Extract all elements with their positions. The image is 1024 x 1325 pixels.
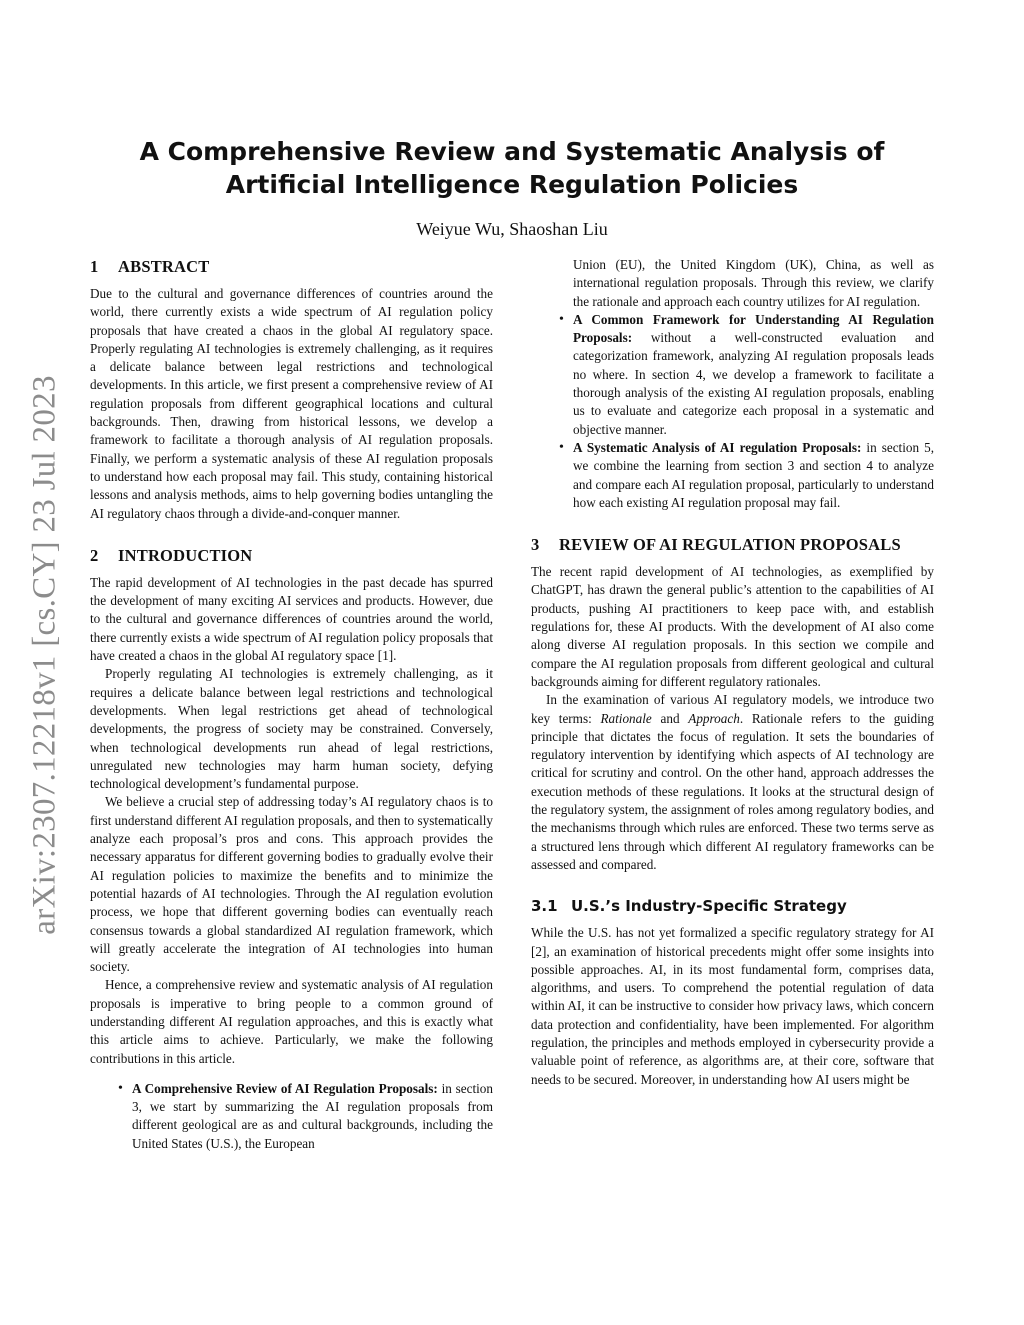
- contribution-title: A Comprehensive Review of AI Regulation Proposals:: [132, 1080, 438, 1096]
- abstract-text: Due to the cultural and governance differences of countries around the world, there currently exists a wide spectrum of AI regulation policy proposals that have created a chaos in the global AI regulatory space. Properly regulating AI technologies is extremely challenging, as it requires a delicate balance between legal restrictions and technological developments. In this article, we first present a comprehensive review of AI regulation proposals from different geographical locations and cultural backgrounds. Then, drawing from historical lessons, we develop a framework to facilitate a thorough analysis of AI regulation proposals. Finally, we perform a systematic analysis of these AI regulation proposals to understand how each proposal may fail. This study, containing historical lessons and analysis methods, aims to help governing bodies untangling the AI regulatory chaos through a divide-and-conquer manner.: [90, 286, 493, 521]
- us-strategy-heading: [531, 896, 934, 916]
- subsection-title: U.S.’s Industry-Specific Strategy: [571, 897, 847, 916]
- paper-title: A Comprehensive Review and Systematic Analysis of Artificial Intelligence Regulation Policies: [139, 137, 885, 199]
- paper-authors: Weiyue Wu, Shaoshan Liu: [416, 219, 608, 239]
- contribution-text: in section 5, we combine the learning from section 3 and section 4 to analyze and compare each AI regulation proposal, particularly to understand how each existing AI regulation proposal may fail.: [573, 439, 934, 510]
- intro-paragraph: Properly regulating AI technologies is extremely challenging, as it requires a delicate balance between legal restrictions and technological developments. When legal restrictions get ahead of technological developments, the progress of society may be constrained. Conversely, when technological developments run ahead of legal restrictions, unregulated new technologies may harm human society, defying technological development’s fundamental purpose.: [90, 666, 493, 792]
- contribution-text: in section 3, we start by summarizing the AI regulation proposals from different geological are as and cultural backgrounds, including the United States (U.S.), the European: [132, 1080, 493, 1151]
- contribution-continued-text: Union (EU), the United Kingdom (UK), China, as well as international regulation proposals. Through this review, we clarify the rationale and approach each country utilizes for AI regulation.: [573, 257, 934, 309]
- abstract-heading: [90, 256, 493, 278]
- contribution-item: [132, 1080, 493, 1153]
- section-number: 2: [90, 545, 99, 565]
- subsection-number: 3.1: [531, 897, 558, 916]
- right-column: [531, 256, 934, 1089]
- contributions-list-continued: [531, 311, 934, 512]
- intro-paragraph: The rapid development of AI technologies in the past decade has spurred the development of many exciting AI services and products. However, due to the cultural and governance differences of countries around the world, there currently exists a wide spectrum of AI regulation policy proposals that have created a chaos in the global AI regulatory space [1].: [90, 574, 493, 664]
- contribution-title: A Systematic Analysis of AI regulation Proposals:: [573, 439, 862, 455]
- review-paragraph: The recent rapid development of AI technologies, as exemplified by ChatGPT, has drawn the general public’s attention to the capabilities of AI products, pushing AI practitioners to keep pace with, and establish regulations for, these AI products. With the development of AI also come along diverse AI regulation proposals. In this section we compile and compare the AI regulation proposals from different geological and cultural backgrounds aiming for different regulatory rationales.: [531, 564, 934, 689]
- contribution-text: without a well-constructed evaluation and categorization framework, analyzing AI regulation proposals leads no where. In section 4, we develop a framework to facilitate a thorough analysis of the existing AI regulation proposals, enabling us to evaluate and categorize each proposal in a systematic and objective manner.: [573, 330, 934, 437]
- us-strategy-paragraph: While the U.S. has not yet formalized a specific regulatory strategy for AI [2], an examination of historical precedents might offer some insights into possible approaches. AI, in its most fundamental form, comprises data, algorithms, and users. To comprehend the potential regulation of data within AI, it can be instructive to consider how privacy laws, which concern data protection and confidentiality, have been implemented. For algorithm regulation, the principles and methods employed in cybersecurity provide a valuable point of reference, as algorithms are, at their core, software that needs to be secured. Moreover, in understanding how AI users might be: [531, 925, 934, 1087]
- section-number: 1: [90, 257, 99, 276]
- section-number: 3: [531, 535, 540, 555]
- contribution-title: A Common Framework for Understanding AI Regulation Proposals:: [573, 311, 934, 346]
- term-rationale: Rationale: [600, 710, 652, 726]
- contribution-item: [573, 311, 934, 439]
- contributions-list: [90, 1080, 493, 1153]
- section-title: ABSTRACT: [118, 257, 210, 276]
- section-title: REVIEW OF AI REGULATION PROPOSALS: [559, 535, 901, 555]
- arxiv-identifier-stamp: [20, 365, 70, 945]
- section-title: INTRODUCTION: [118, 545, 253, 565]
- introduction-heading: [90, 545, 493, 567]
- left-column: [90, 256, 493, 1153]
- intro-paragraph: Hence, a comprehensive review and systematic analysis of AI regulation proposals is imperative to bring people to a common ground of understanding different AI regulation approaches, and this is exactly what this article aims to achieve. Particularly, we make the following contributions in this article.: [90, 977, 493, 1066]
- intro-paragraph: We believe a crucial step of addressing today’s AI regulatory chaos is to first understand different AI regulation proposals, and then to systematically analyze each proposal’s pros and cons. This approach provides the necessary apparatus for different governing bodies to gradually evolve their AI regulation policies to maximize the benefits and to minimize the potential hazards of AI technologies. Through the AI regulation evolution process, we hope that different governing bodies can eventually reach consensus towards a global standardized AI regulation framework, which will greatly accelerate the integration of AI technologies into human society.: [90, 794, 493, 975]
- review-heading: [531, 534, 934, 556]
- contribution-item: [573, 439, 934, 512]
- arxiv-id-text: arXiv:2307.12218v1 [cs.CY] 23 Jul 2023: [26, 375, 63, 935]
- term-approach: Approach: [688, 710, 740, 726]
- review-paragraph: In the examination of various AI regulatory models, we introduce two key terms: Rationale and Approach. Rationale refers to the guiding principle that dictates the focus of regulation. It sets the boundaries of regulatory intervention by identifying which aspects of AI technology are critical for scrutiny and control. On the other hand, approach addresses the execution methods of these regulations. It looks at the structural design of the regulatory system, the assignment of roles among regulatory bodies, and the mechanisms through which rules are enforced. These two terms serve as a structured lens through which different AI regulatory frameworks can be assessed and compared.: [531, 692, 934, 872]
